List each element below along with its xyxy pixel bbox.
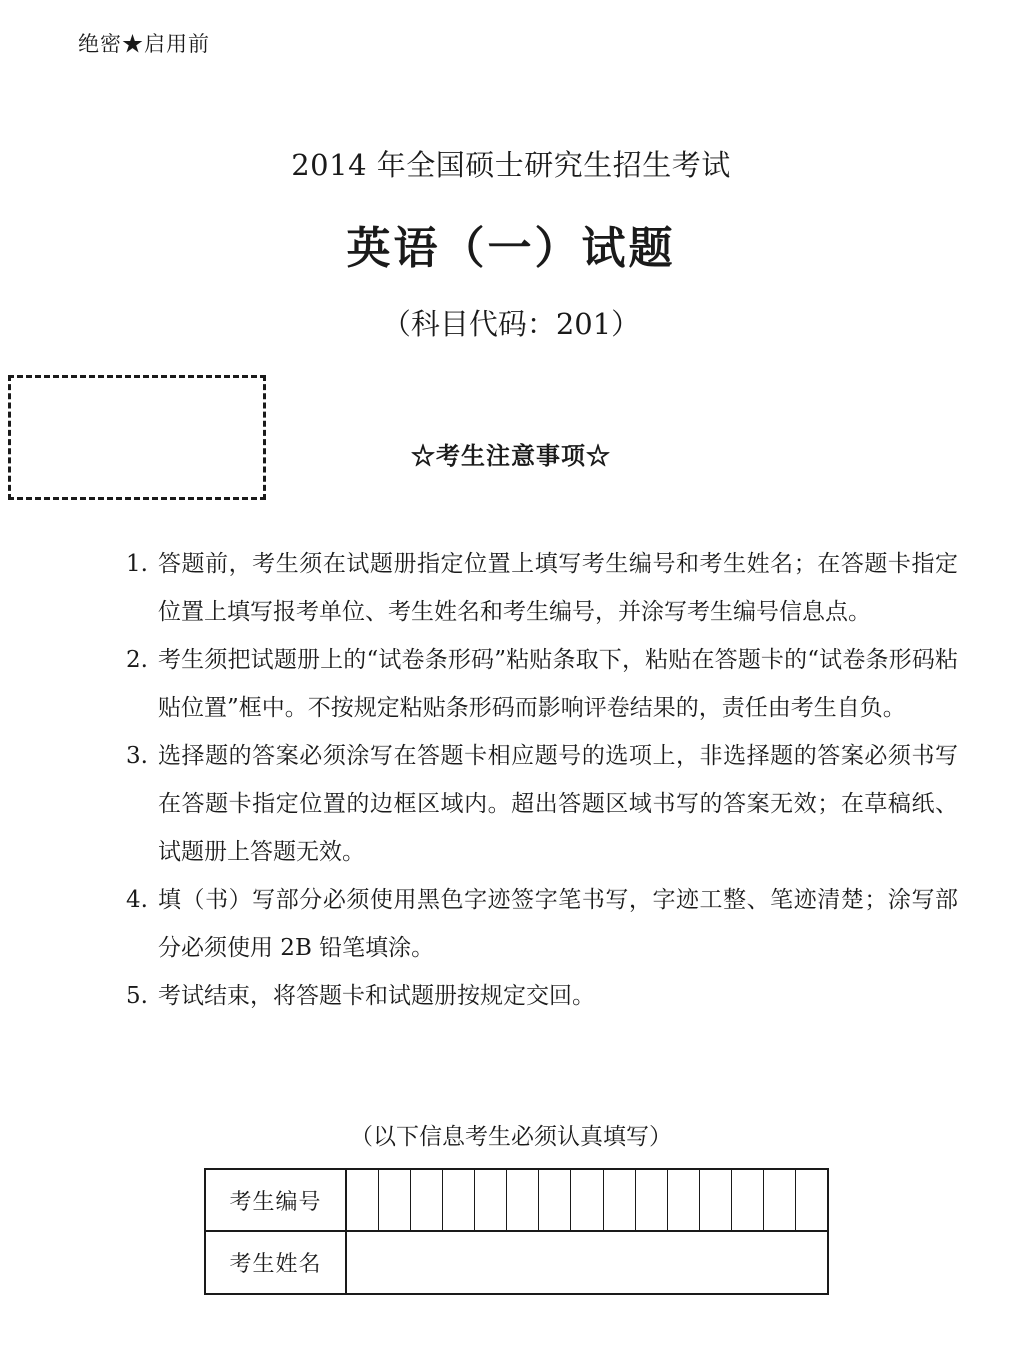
notice-item-text: 考生须把试题册上的“试卷条形码”粘贴条取下，粘贴在答题卡的“试卷条形码粘贴位置”框中。不按规定粘贴条形码而影响评卷结果的，责任由考生自负。 (158, 647, 958, 721)
candidate-number-digit-cell[interactable] (347, 1170, 379, 1230)
subject-title: 英语（一）试题 (346, 223, 676, 274)
notice-item (126, 636, 958, 732)
notice-list (126, 540, 958, 1020)
candidate-name-label: 考生姓名 (206, 1232, 347, 1293)
notice-item-number: 1. (126, 551, 148, 577)
notice-heading: ☆考生注意事项☆ (411, 441, 611, 470)
notice-item-text: 填（书）写部分必须使用黑色字迹签字笔书写，字迹工整、笔迹清楚；涂写部分必须使用 2B 铅笔填涂。 (158, 887, 958, 961)
subject-code: （科目代码：201） (381, 307, 641, 341)
notice-item (126, 876, 958, 972)
candidate-number-digit-cell[interactable] (796, 1170, 827, 1230)
candidate-number-label: 考生编号 (206, 1170, 347, 1230)
notice-item-number: 3. (126, 743, 148, 769)
candidate-number-digit-cell[interactable] (539, 1170, 571, 1230)
candidate-number-digit-cell[interactable] (443, 1170, 475, 1230)
notice-item-number: 2. (126, 647, 148, 673)
info-caption: （以下信息考生必须认真填写） (350, 1124, 672, 1150)
candidate-name-row (206, 1232, 827, 1293)
candidate-info-table (204, 1168, 829, 1295)
notice-item-text: 答题前，考生须在试题册指定位置上填写考生编号和考生姓名；在答题卡指定位置上填写报考单位、考生姓名和考生编号，并涂写考生编号信息点。 (158, 551, 958, 625)
candidate-number-digit-cell[interactable] (604, 1170, 636, 1230)
candidate-number-digit-cell[interactable] (411, 1170, 443, 1230)
notice-item (126, 540, 958, 636)
candidate-name-field[interactable] (347, 1232, 827, 1293)
notice-item (126, 972, 958, 1020)
exam-title: 2014 年全国硕士研究生招生考试 (291, 148, 731, 182)
notice-item-text: 选择题的答案必须涂写在答题卡相应题号的选项上，非选择题的答案必须书写在答题卡指定位置的边框区域内。超出答题区域书写的答案无效；在草稿纸、试题册上答题无效。 (158, 743, 958, 865)
candidate-number-digit-cell[interactable] (764, 1170, 796, 1230)
candidate-number-digit-cell[interactable] (507, 1170, 539, 1230)
candidate-number-digit-cell[interactable] (636, 1170, 668, 1230)
candidate-number-digit-cell[interactable] (475, 1170, 507, 1230)
candidate-number-digit-cell[interactable] (571, 1170, 603, 1230)
candidate-number-digit-cell[interactable] (379, 1170, 411, 1230)
notice-item (126, 732, 958, 876)
notice-item-number: 4. (126, 887, 148, 913)
candidate-number-cells (347, 1170, 827, 1230)
notice-item-number: 5. (126, 983, 148, 1009)
confidential-label: 绝密★启用前 (78, 32, 210, 56)
candidate-number-digit-cell[interactable] (668, 1170, 700, 1230)
candidate-number-row (206, 1170, 827, 1232)
candidate-number-digit-cell[interactable] (732, 1170, 764, 1230)
candidate-number-digit-cell[interactable] (700, 1170, 732, 1230)
notice-item-text: 考试结束，将答题卡和试题册按规定交回。 (158, 983, 595, 1009)
